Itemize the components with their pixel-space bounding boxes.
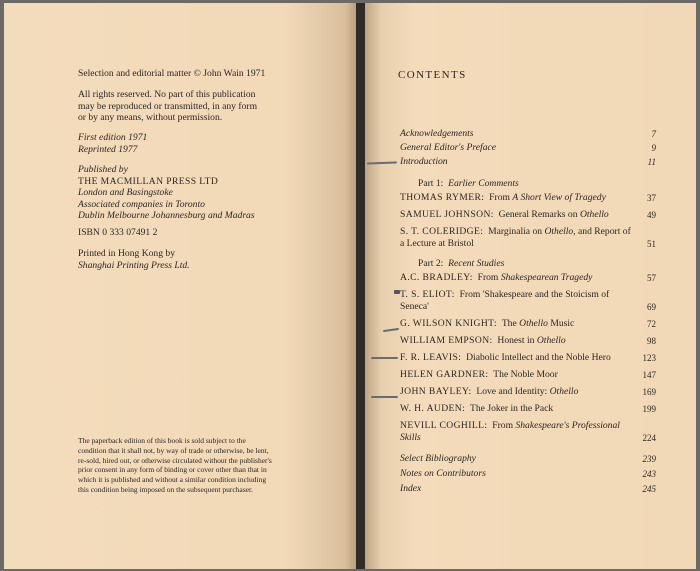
associated-cities: Dublin Melbourne Johannesburg and Madras (78, 210, 255, 221)
notice-line: re-sold, hired out, or otherwise circulated without the publisher's (78, 455, 272, 465)
part-label: Part 1: (418, 178, 444, 189)
toc-entry-title (400, 289, 632, 313)
toc-entry-author: T. S. ELIOT: (400, 289, 455, 300)
toc-entry (400, 468, 656, 480)
toc-entry-author: G. WILSON KNIGHT: (400, 318, 498, 329)
toc-entry-work: Othello (544, 226, 574, 237)
edition-block (78, 132, 147, 155)
part-1-entries (400, 192, 656, 250)
sale-conditions-notice (78, 436, 328, 495)
toc-entry-author: F. R. LEAVIS: (400, 352, 462, 363)
toc-entry-page: 9 (651, 143, 656, 153)
toc-entry-title (400, 192, 632, 204)
toc-entry-text: General Remarks on (498, 209, 580, 220)
toc-entry-author: THOMAS RYMER: (400, 192, 485, 203)
rights-line: All rights reserved. No part of this publication (78, 89, 256, 100)
toc-entry-page: 11 (647, 157, 656, 167)
part-2-entries (400, 272, 656, 444)
toc-entry-text: Diabolic Intellect and the Noble Hero (466, 352, 611, 363)
toc-entry-page: 245 (642, 484, 656, 494)
toc-entry-page: 57 (647, 273, 656, 283)
toc-entry (400, 192, 656, 204)
toc-entry-page: 123 (642, 353, 656, 363)
toc-entry (400, 272, 656, 284)
printer-name: Shanghai Printing Press Ltd. (78, 259, 190, 271)
contents-heading: CONTENTS (398, 69, 467, 81)
printer-block (78, 248, 190, 271)
toc-entry-text: From (477, 272, 501, 283)
toc-entry-work: Othello (536, 335, 566, 346)
toc-entry-work: Othello (579, 209, 609, 220)
rights-block (78, 89, 257, 124)
copyright-line (78, 68, 265, 80)
part-1-heading (400, 178, 656, 190)
toc-entry (400, 289, 656, 313)
toc-entry-author: JOHN BAYLEY: (400, 386, 472, 397)
table-of-contents (400, 128, 656, 498)
toc-entry (400, 420, 656, 444)
publisher-block (78, 164, 255, 222)
toc-entry-page: 199 (642, 404, 656, 414)
toc-entry-page: 69 (647, 302, 656, 312)
toc-entry-text: From 'Shakespeare and the Stoicism of Seneca' (400, 289, 610, 312)
toc-entry-work: A Short View of Tragedy (512, 192, 606, 203)
toc-entry-page: 51 (647, 239, 656, 249)
toc-entry-page: 169 (642, 387, 656, 397)
notice-line: prior consent in any form of binding or cover other than that in (78, 465, 267, 475)
toc-entry-title (400, 335, 632, 347)
notice-line: this condition being imposed on the subsequent purchaser. (78, 484, 253, 494)
toc-entry-text: From (489, 192, 513, 203)
toc-entry-work: Othello (549, 386, 579, 397)
toc-entry-page: 7 (651, 129, 656, 139)
toc-entry-title: Select Bibliography (400, 453, 476, 464)
toc-entry-work: Othello (519, 318, 548, 329)
toc-entry-title (400, 352, 632, 364)
toc-entry-text: The (501, 318, 520, 329)
toc-entry-text: Music (547, 318, 575, 329)
toc-entry-text: Marginalia on (488, 226, 545, 237)
toc-entry-title (400, 369, 632, 381)
pencil-mark (371, 396, 398, 398)
toc-entry (400, 318, 656, 330)
publisher-name: THE MACMILLAN PRESS LTD (78, 175, 219, 187)
toc-entry (400, 386, 656, 398)
toc-entry-text: The Noble Moor (493, 369, 558, 380)
isbn (78, 227, 157, 239)
toc-entry-author: NEVILL COGHILL: (400, 420, 488, 431)
toc-entry-page: 224 (642, 433, 656, 443)
toc-entry-page: 147 (642, 370, 656, 380)
toc-entry-page: 49 (647, 210, 656, 220)
toc-entry-title (400, 318, 632, 330)
reprinted: Reprinted 1977 (78, 143, 138, 155)
toc-entry-text: Honest in (497, 335, 537, 346)
toc-entry-title: Acknowledgements (400, 128, 474, 139)
toc-entry-page: 243 (642, 469, 656, 479)
toc-entry (400, 128, 656, 140)
book-gutter (356, 3, 365, 569)
toc-entry-title (400, 386, 632, 398)
toc-entry (400, 209, 656, 221)
published-by: Published by (78, 164, 128, 175)
toc-entry-title: Introduction (400, 156, 448, 167)
toc-entry (400, 483, 656, 495)
printed-in: Printed in Hong Kong by (78, 248, 176, 259)
toc-entry (400, 453, 656, 465)
toc-entry-text: , and Report of a Lecture at Bristol (400, 226, 631, 249)
toc-entry (400, 403, 656, 415)
copyright-text: Selection and editorial matter © John Wain 1971 (78, 68, 266, 79)
toc-entry-title (400, 226, 632, 250)
first-edition: First edition 1971 (78, 132, 148, 143)
toc-entry-author: HELEN GARDNER: (400, 369, 489, 380)
toc-entry-title (400, 420, 632, 444)
toc-entry (400, 226, 656, 250)
toc-entry-page: 239 (642, 454, 656, 464)
notice-line: The paperback edition of this book is sold subject to the (78, 436, 246, 445)
toc-entry (400, 352, 656, 364)
toc-entry-title: General Editor's Preface (400, 142, 497, 153)
back-matter-entries (400, 453, 656, 495)
toc-entry-page: 37 (647, 193, 656, 203)
notice-line: which it is published and without a similar condition including (78, 475, 267, 485)
toc-entry-work: Shakespeare's Professional Skills (400, 420, 620, 443)
toc-entry (400, 369, 656, 381)
isbn-text: ISBN 0 333 07491 2 (78, 227, 158, 238)
toc-entry-page: 72 (647, 319, 656, 329)
toc-entry-title (400, 209, 632, 221)
toc-entry (400, 335, 656, 347)
part-title: Recent Studies (448, 258, 505, 269)
toc-entry-text: The Joker in the Pack (470, 403, 554, 414)
toc-entry-work: Shakespearean Tragedy (500, 272, 593, 283)
toc-entry-title: Notes on Contributors (400, 468, 486, 479)
toc-entry-text: From (492, 420, 516, 431)
rights-line: or by any means, without permission. (78, 112, 223, 123)
toc-entry (400, 142, 656, 154)
toc-entry-page: 98 (647, 336, 656, 346)
associated-companies: Associated companies in Toronto (78, 198, 205, 210)
part-2-heading (400, 258, 656, 270)
toc-entry (400, 156, 656, 168)
toc-entry-author: SAMUEL JOHNSON: (400, 209, 494, 220)
pencil-mark (371, 357, 398, 359)
toc-entry-author: S. T. COLERIDGE: (400, 226, 484, 237)
toc-entry-text: Love and Identity: (476, 386, 550, 397)
toc-entry-author: W. H. AUDEN: (400, 403, 466, 414)
notice-line: condition that it shall not, by way of trade or otherwise, be lent, (78, 445, 269, 455)
toc-entry-title (400, 272, 632, 284)
toc-entry-author: A.C. BRADLEY: (400, 272, 473, 283)
toc-entry-title: Index (400, 483, 422, 494)
toc-entry-author: WILLIAM EMPSON: (400, 335, 493, 346)
publisher-location: London and Basingstoke (78, 187, 173, 198)
toc-entry-title (400, 403, 632, 415)
part-title: Earlier Comments (448, 178, 519, 189)
rights-line: may be reproduced or transmitted, in any form (78, 100, 258, 112)
part-label: Part 2: (418, 258, 444, 269)
